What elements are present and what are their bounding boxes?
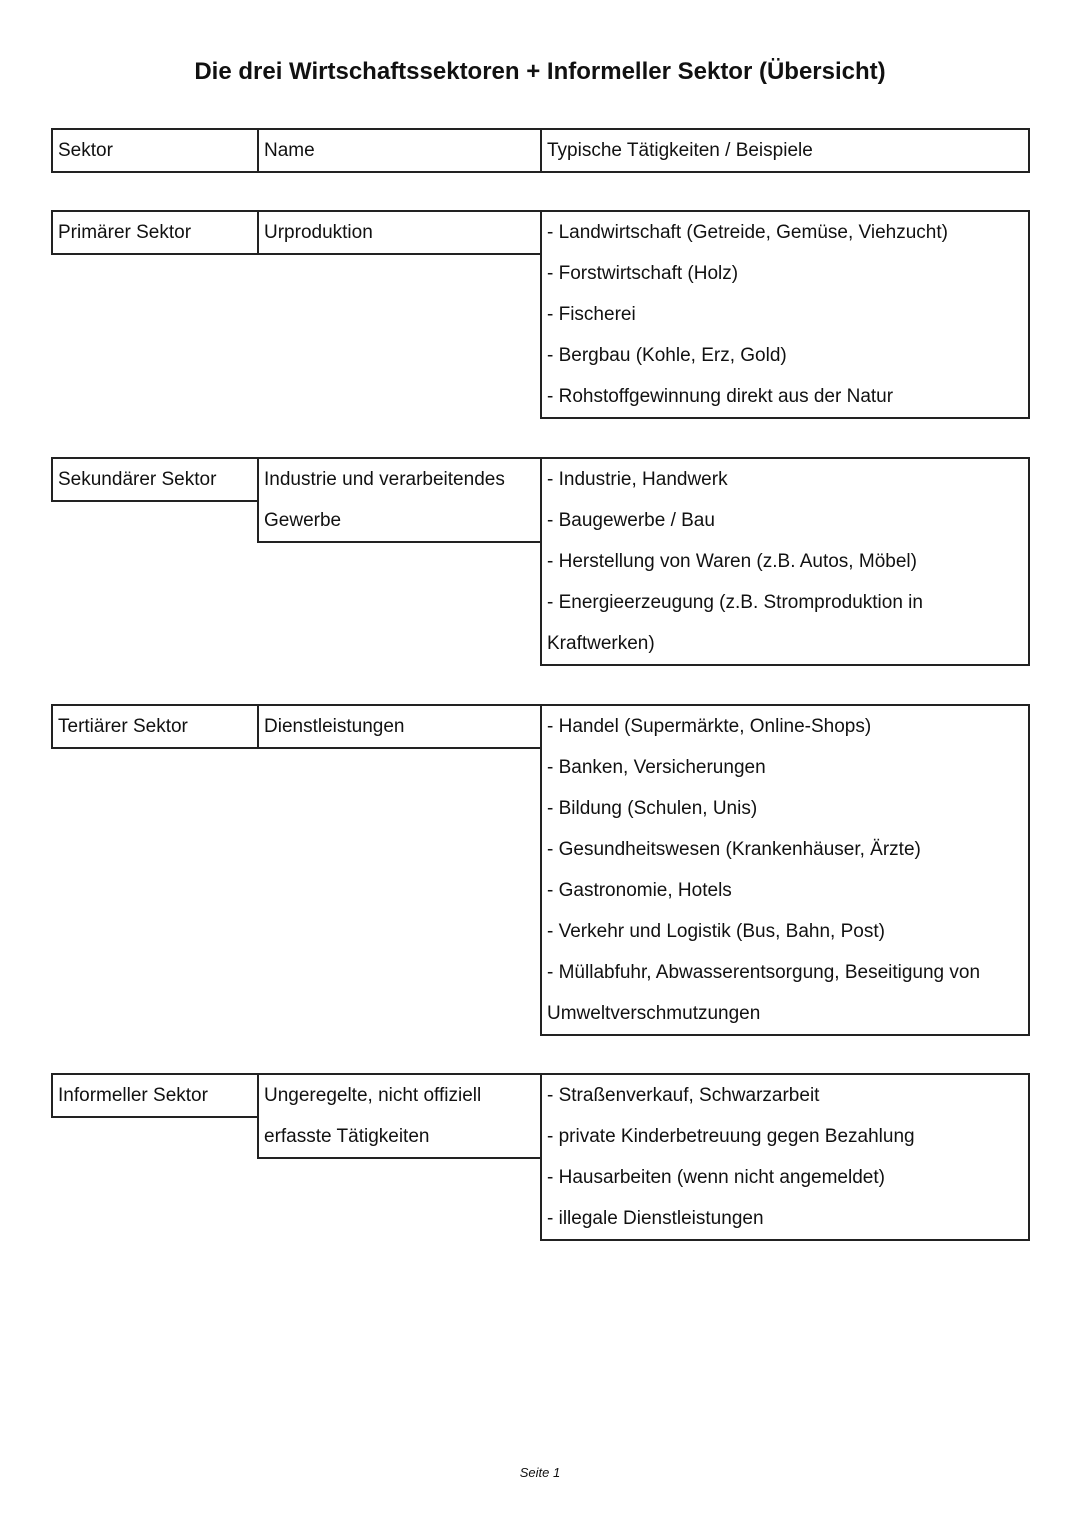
examples-cell	[540, 1073, 1030, 1241]
example-item: - Hausarbeiten (wenn nicht angemeldet)	[547, 1167, 885, 1188]
example-item: - Verkehr und Logistik (Bus, Bahn, Post)	[547, 921, 885, 942]
header-taetigkeiten: Typische Tätigkeiten / Beispiele	[540, 128, 1030, 173]
sector-cell	[51, 704, 259, 749]
name-cell	[257, 704, 542, 749]
name-line: Dienstleistungen	[264, 716, 405, 737]
name-line: Industrie und verarbeitendes	[264, 469, 505, 490]
example-item: - Handel (Supermärkte, Online-Shops)	[547, 716, 872, 737]
sector-cell	[51, 1073, 259, 1118]
example-item: - Rohstoffgewinnung direkt aus der Natur	[547, 386, 894, 407]
name-line: Urproduktion	[264, 222, 373, 243]
example-item: - Bildung (Schulen, Unis)	[547, 798, 758, 819]
examples-cell	[540, 457, 1030, 666]
example-item: - Industrie, Handwerk	[547, 469, 728, 490]
example-item: - Gastronomie, Hotels	[547, 880, 732, 901]
example-item: - illegale Dienstleistungen	[547, 1208, 764, 1229]
example-item: - Bergbau (Kohle, Erz, Gold)	[547, 345, 787, 366]
sector-label: Primärer Sektor	[58, 222, 192, 243]
example-item: - Gesundheitswesen (Krankenhäuser, Ärzte)	[547, 839, 921, 860]
table-header	[51, 128, 1030, 173]
sector-row	[51, 1073, 1030, 1241]
header-sektor: Sektor	[51, 128, 259, 173]
name-cell	[257, 457, 542, 543]
example-item: - Forstwirtschaft (Holz)	[547, 263, 739, 284]
example-item: - Energieerzeugung (z.B. Stromproduktion in	[547, 592, 923, 613]
example-item: - Banken, Versicherungen	[547, 757, 766, 778]
name-cell	[257, 1073, 542, 1159]
sector-row	[51, 457, 1030, 666]
sector-cell	[51, 210, 259, 255]
sector-label: Tertiärer Sektor	[58, 716, 188, 737]
example-item: - private Kinderbetreuung gegen Bezahlung	[547, 1126, 915, 1147]
name-line: erfasste Tätigkeiten	[264, 1126, 430, 1147]
sector-cell	[51, 457, 259, 502]
name-cell	[257, 210, 542, 255]
example-item: - Fischerei	[547, 304, 636, 325]
sector-label: Informeller Sektor	[58, 1085, 208, 1106]
example-item: - Landwirtschaft (Getreide, Gemüse, Viehzucht)	[547, 222, 948, 243]
name-line: Ungeregelte, nicht offiziell	[264, 1085, 482, 1106]
page-title: Die drei Wirtschaftssektoren + Informeller Sektor (Übersicht)	[194, 58, 886, 85]
example-item: - Herstellung von Waren (z.B. Autos, Möbel)	[547, 551, 917, 572]
examples-cell	[540, 210, 1030, 419]
sector-label: Sekundärer Sektor	[58, 469, 217, 490]
sector-row	[51, 210, 1030, 419]
examples-cell	[540, 704, 1030, 1036]
example-item: Kraftwerken)	[547, 633, 655, 654]
header-name: Name	[257, 128, 542, 173]
page-number: Seite 1	[519, 1465, 561, 1480]
sector-row	[51, 704, 1030, 1036]
example-item: Umweltverschmutzungen	[547, 1003, 761, 1024]
example-item: - Straßenverkauf, Schwarzarbeit	[547, 1085, 820, 1106]
name-line: Gewerbe	[264, 510, 342, 531]
example-item: - Müllabfuhr, Abwasserentsorgung, Beseitigung von	[547, 962, 981, 983]
example-item: - Baugewerbe / Bau	[547, 510, 715, 531]
